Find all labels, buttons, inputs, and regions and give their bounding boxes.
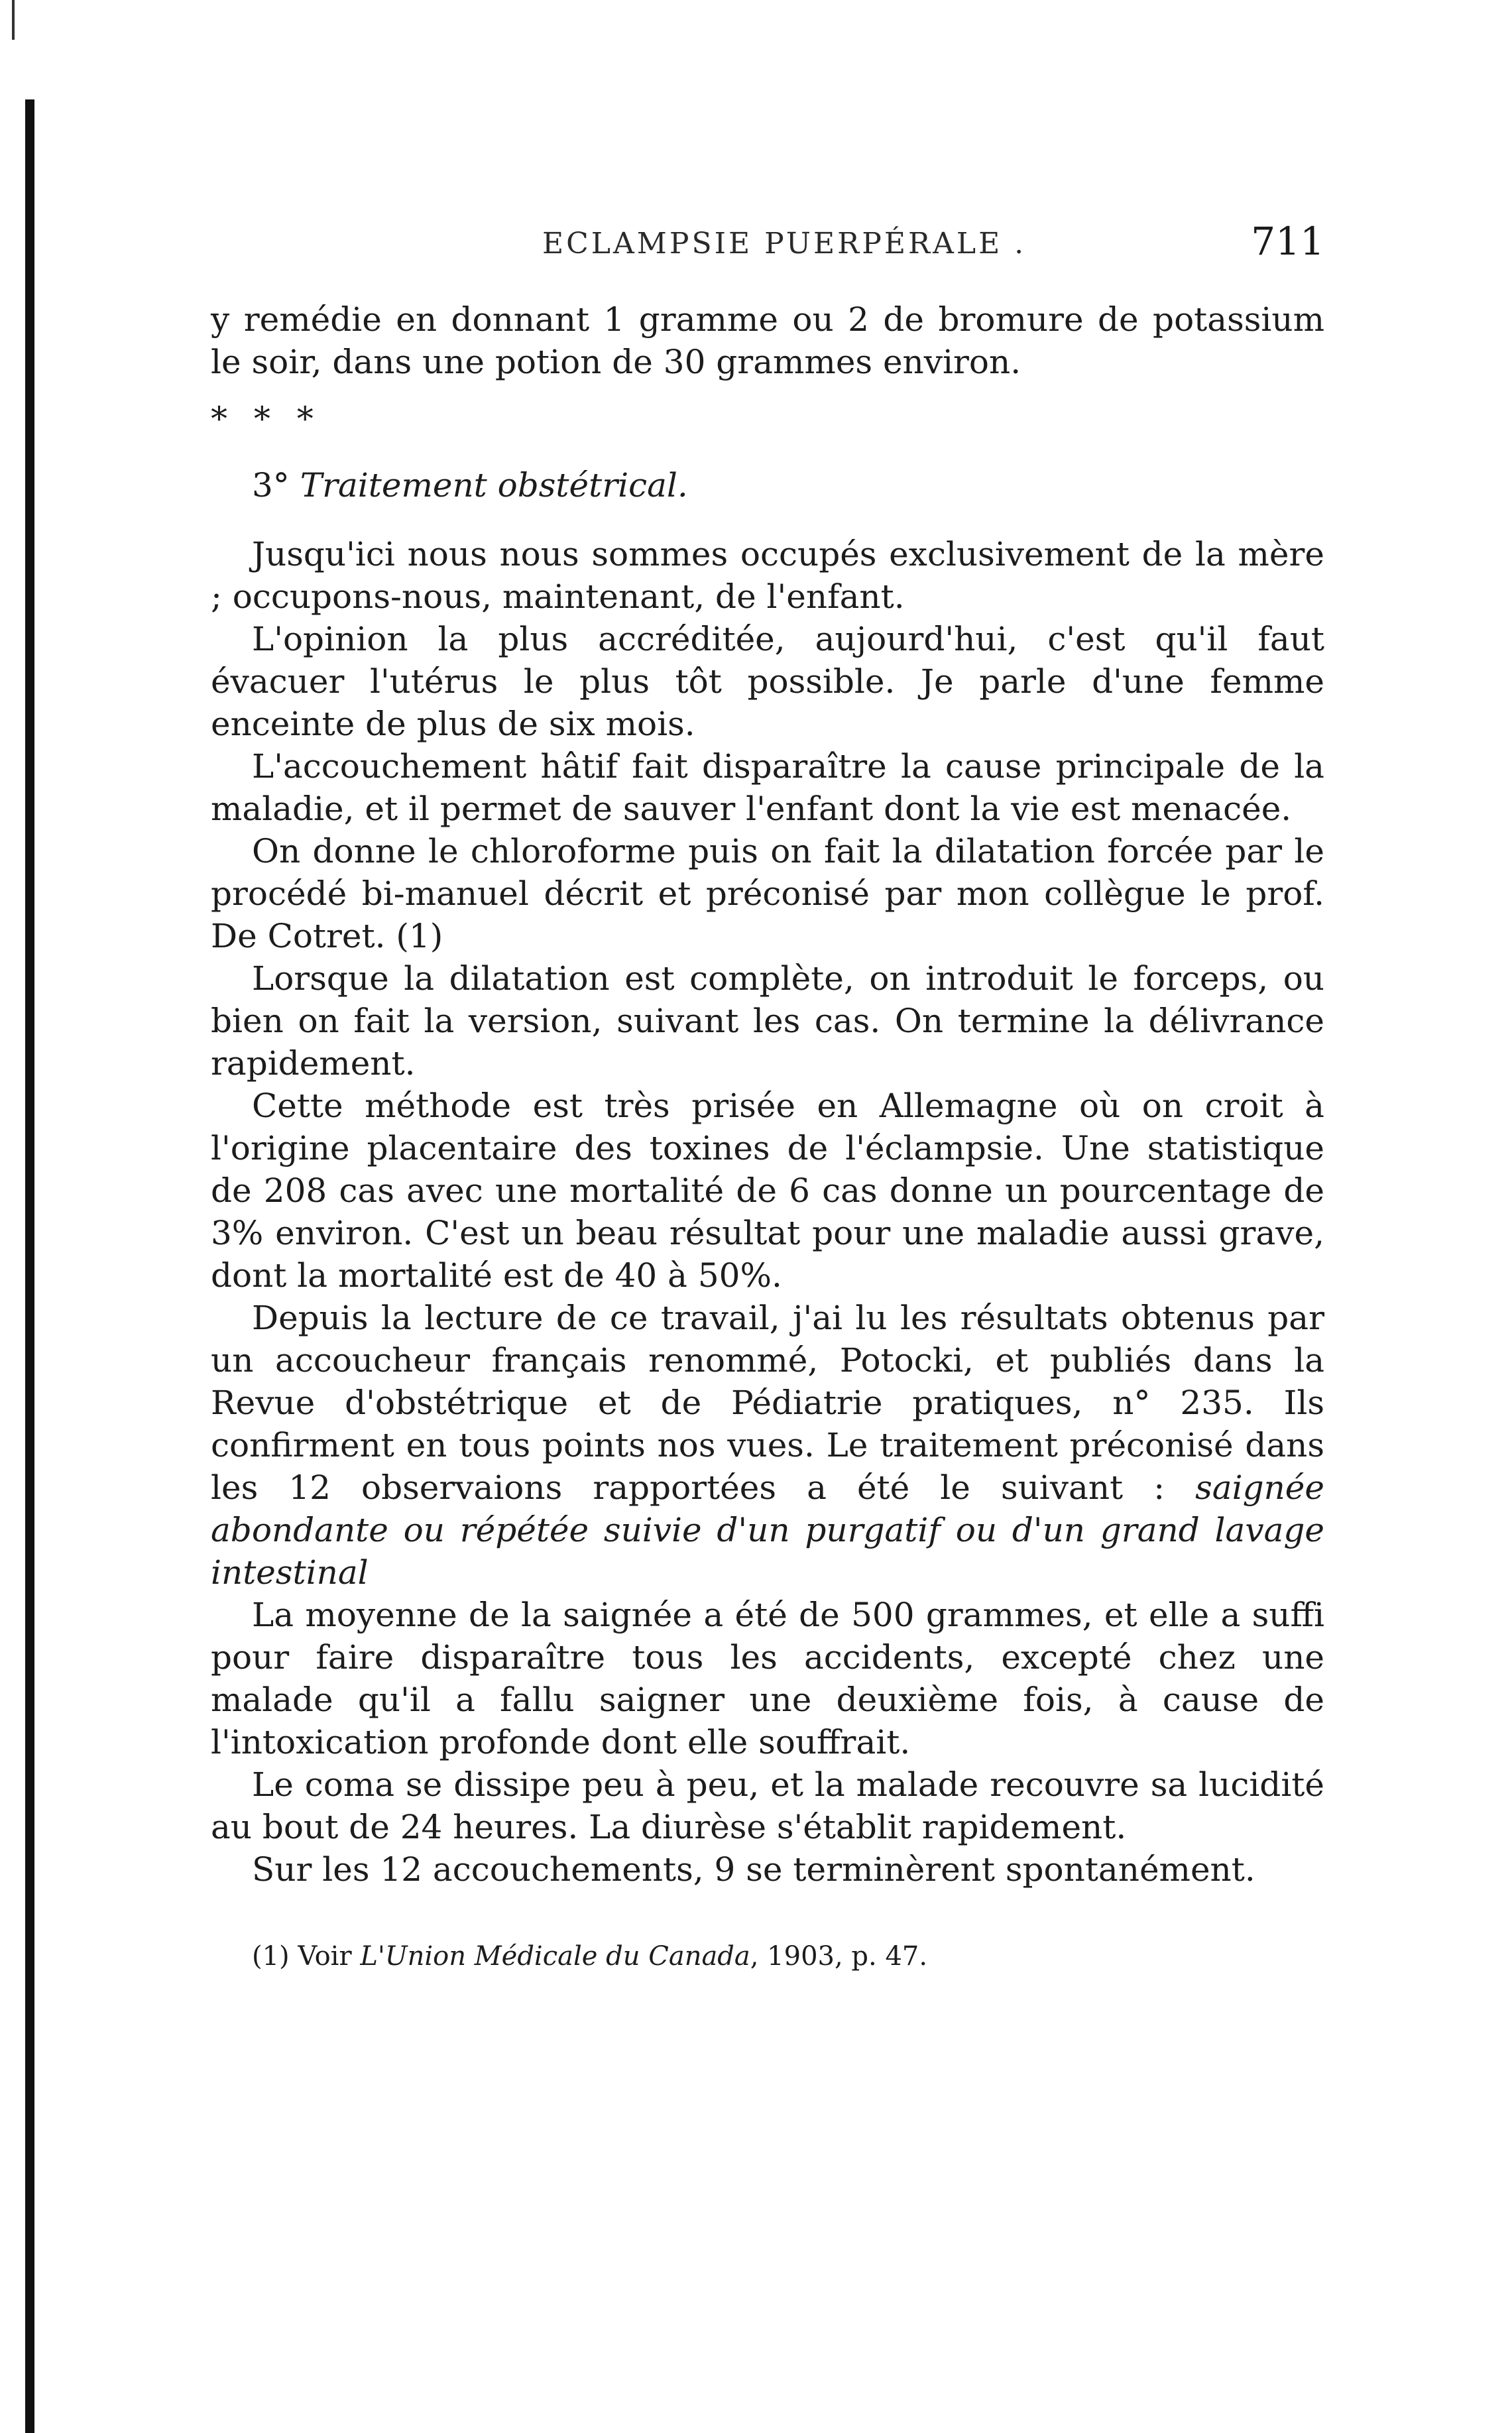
paragraph: On donne le chloroforme puis on fait la dilatation forcée par le procédé bi-manuel décrit et préconisé par mon collègue le prof. De Cotret. (1): [211, 832, 1324, 955]
running-head: [211, 219, 1324, 272]
paragraph: Jusqu'ici nous nous sommes occupés exclusivement de la mère ; occupons-nous, maintenant, de l'enfant.: [211, 535, 1324, 616]
emphasized-text: saignée abondante ou répétée suivie d'un purgatif ou d'un grand lavage intestinal: [211, 1468, 1324, 1592]
book-page: [211, 219, 1324, 1974]
paragraph: L'accouchement hâtif fait disparaître la cause principale de la maladie, et il permet de sauver l'enfant dont la vie est menacée.: [211, 747, 1324, 828]
footnote-marker: (1) Voir: [252, 1941, 361, 1972]
paragraph: L'opinion la plus accréditée, aujourd'hui, c'est qu'il faut évacuer l'utérus le plus tôt possible. Je parle d'une femme enceinte de plus de six mois.: [211, 620, 1324, 743]
page-number: 711: [1251, 219, 1324, 264]
footnote-journal: L'Union Médicale du Canada: [360, 1941, 750, 1972]
paragraph: La moyenne de la saignée a été de 500 grammes, et elle a suffi pour faire disparaître tous les accidents, excepté chez une malade qu'il a fallu saigner une deuxième fois, à cause de l'intoxication profonde dont elle souffrait.: [211, 1596, 1324, 1761]
paragraph: Lorsque la dilatation est complète, on introduit le forceps, ou bien on fait la version, suivant les cas. On termine la délivrance rapidement.: [211, 959, 1324, 1083]
paragraph-text: Depuis la lecture de ce travail, j'ai lu les résultats obtenus par un accoucheur français renommé, Potocki, et publiés dans la Revue d'obstétrique et de Pédiatrie pratiques, n° 235. Ils confirment en tous points nos vues. Le traitement préconisé dans les 12 observaions rapportées a été le suivant :: [211, 1299, 1324, 1507]
paragraph: [211, 1297, 1324, 1594]
footnote-details: , 1903, p. 47.: [750, 1941, 928, 1972]
footnote: [211, 1938, 1324, 1974]
asterism: * * *: [211, 400, 321, 438]
section-heading-title: Traitement obstétrical.: [300, 466, 688, 504]
paragraph: Cette méthode est très prisée en Allemagne où on croit à l'origine placentaire des toxines de l'éclampsie. Une statistique de 208 cas avec une mortalité de 6 cas donne un pourcentage de 3% environ. C'est un beau résultat pour une maladie aussi grave, dont la mortalité est de 40 à 50%.: [211, 1087, 1324, 1295]
paragraph: Sur les 12 accouchements, 9 se terminèrent spontanément.: [252, 1850, 1255, 1889]
body-text: [211, 298, 1324, 1891]
section-heading: [252, 464, 1324, 506]
section-heading-number: 3°: [252, 466, 290, 504]
binding-shadow: [25, 99, 34, 2433]
paragraph: Le coma se dissipe peu à peu, et la malade recouvre sa lucidité au bout de 24 heures. La diurèse s'établit rapidement.: [211, 1765, 1324, 1846]
running-title: ECLAMPSIE PUERPÉRALE .: [542, 227, 1027, 261]
scan-artifact: [12, 0, 15, 40]
opening-paragraph: y remédie en donnant 1 gramme ou 2 de bromure de potassium le soir, dans une potion de 30 grammes environ.: [211, 300, 1324, 381]
